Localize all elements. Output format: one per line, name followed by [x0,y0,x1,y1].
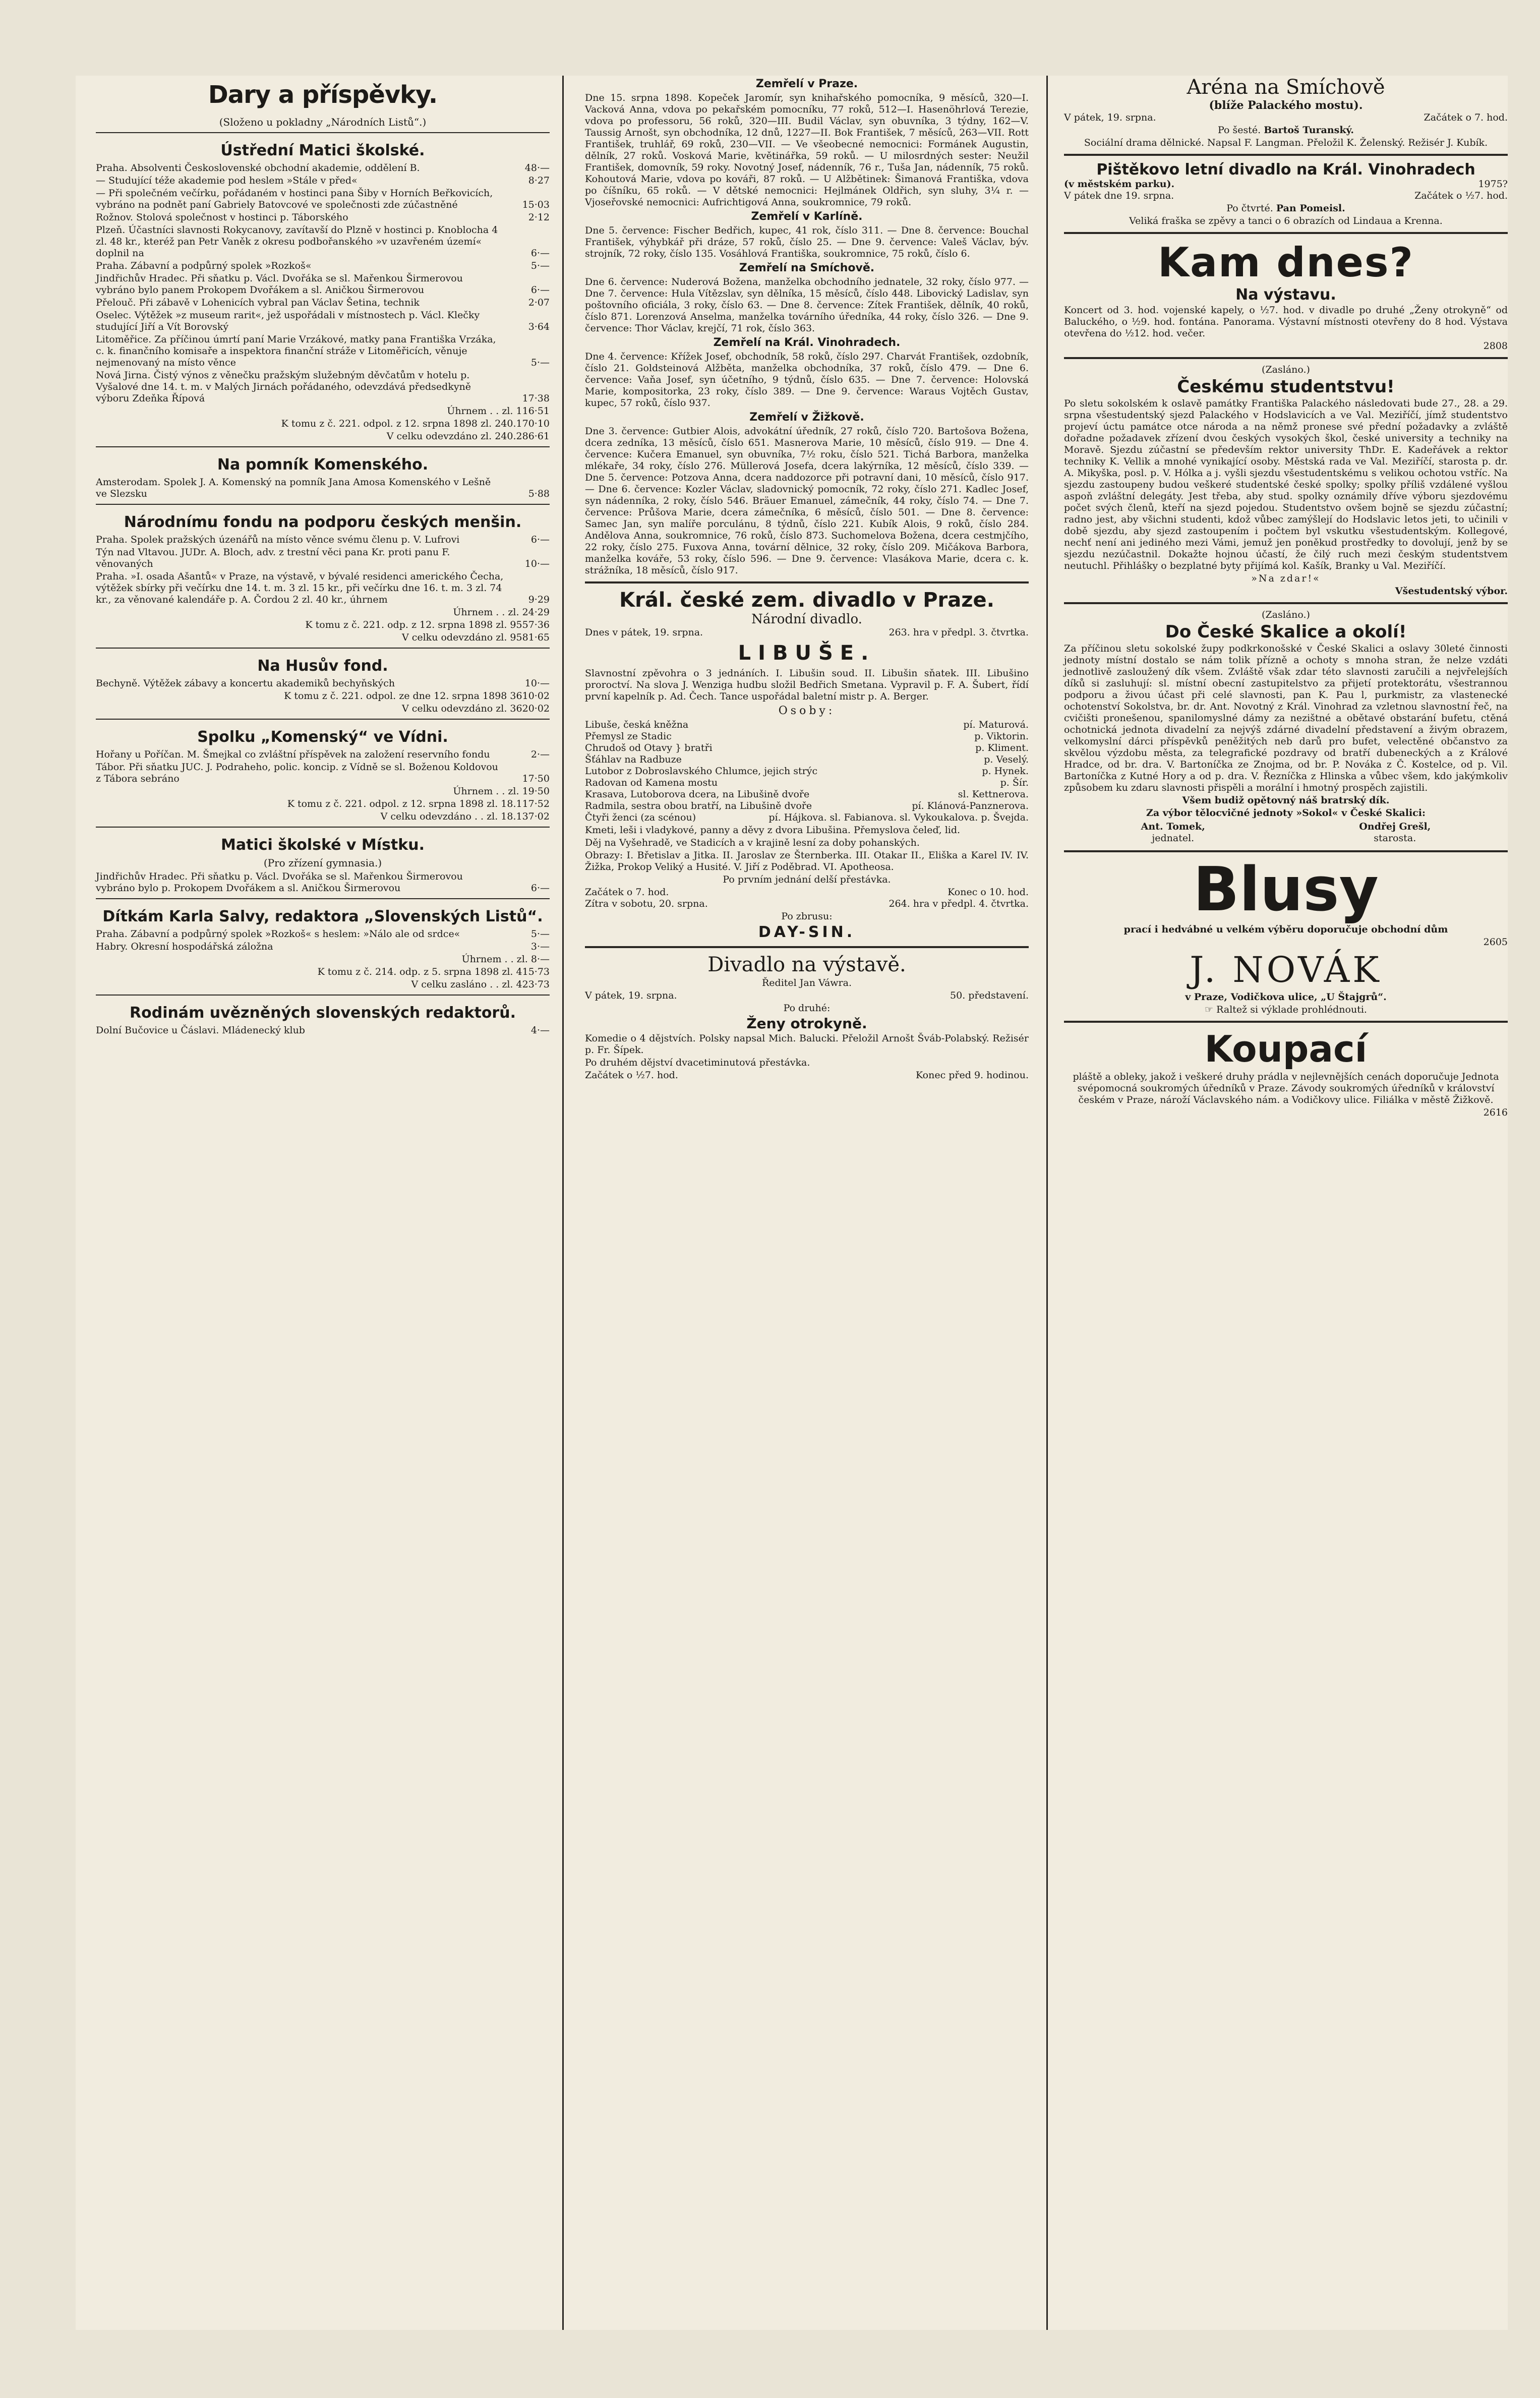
ad-koupaci [1064,1028,1508,1119]
carry-line: K tomu z č. 221. odp. z 12. srpna 1898 zl. 9557·36 [305,619,550,630]
blusy-text: prací i hedvábné u velkém výběru doporučuje obchodní dům [1123,924,1448,935]
deaths-heading: Zemřelí v Praze. [755,78,858,90]
thanks: Všem budiž opětovný náš bratrský dík. [1182,795,1390,806]
section-salva [96,908,550,990]
entry-text: Praha. Zábavní a podpůrný spolek »Rozkoš« s heslem: »Nálo ale od srdce« [96,928,460,940]
total-line: V celku zasláno . . zl. 423·73 [411,979,550,990]
donation-entry [96,477,550,500]
section-heading: Dítkám Karla Salvy, redaktora „Slovenských Listů“. [102,908,543,925]
divider [585,581,1029,583]
times-row: Začátek o ½7. hod. Konec před 9. hodinou. [585,1070,1029,1081]
next-row: Zítra v sobotu, 20. srpna. 264. hra v předpl. 4. čtvrtka. [585,898,1029,909]
org: Za výbor tělocvičné jednoty »Sokol« v České Skalici: [1146,807,1426,818]
entry-amount: 5·— [530,357,550,368]
entry-amount: 10·— [524,678,550,689]
label: Po šesté. Bartoš Turanský. [1217,125,1354,136]
entry-text: Jindřichův Hradec. Při sňatku p. Václ. Dvořáka se sl. Mařenkou Širmerovou vybráno bylo panem Prokopem Dvořákem a sl. Aničkou Širmerovou [96,273,463,296]
entry-amount: 6·— [530,284,550,296]
kam-title: Kam dnes? [1158,239,1414,286]
divider [1064,357,1508,359]
entry-amount: 10·— [524,558,550,569]
hand-pointer-icon: ☞ [1205,1004,1214,1015]
entry-text: Praha. Spolek pražských úzenářů na místo věnce svému členu p. V. Lufrovi [96,534,460,545]
entry-amount: 6·— [530,248,550,259]
section-heading: Matici školské v Místku. [221,836,425,854]
entries-list [96,871,550,894]
divider [96,132,550,133]
label: Po druhé: [783,1003,831,1014]
role: Přemysl ze Stadic [585,731,672,742]
divider [1064,232,1508,234]
donation-entry [96,224,550,259]
cast-row [585,754,1029,766]
entry-text: Tábor. Při sňatku JUC. J. Podraheho, polic. koncip. z Vídně se sl. Boženou Koldovou z Tábora sebráno [96,762,498,784]
date-row: V pátek, 19. srpna. Začátek o 7. hod. [1064,112,1508,123]
role: Lutobor z Dobroslavského Chlumce, jejich strýc [585,766,818,777]
column-ads [1064,76,1508,2330]
times-row: Začátek o 7. hod. Konec o 10. hod. [585,887,1029,898]
place: Děj na Vyšehradě, ve Stadicích a v krajině lesní za doby pohanských. [585,837,920,848]
note: ☞ Raltež si výklade prohlédnouti. [1205,1004,1367,1015]
column-donations [96,76,550,2330]
play-description: Komedie o 4 dějstvích. Polsky napsal Mich. Balucki. Přeložil Arnošt Šváb-Polabský. Režisér p. Fr. Šípek. [585,1033,1029,1056]
deaths-text: Dne 5. července: Fischer Bedřich, kupec, 41 rok, číslo 311. — Dne 8. července: Bouchal František, výhybkář při dráze, 57 roků, číslo 25. — Dne 9. července: Valeš Václav, býv. strojník, 72 roky, číslo 135. Vosáhlová Františka, soukromnice, 75 roků, číslo 6. [585,225,1029,259]
entries-list [96,477,550,500]
donation-entry [96,871,550,894]
director: Ředitel Jan Váwra. [761,977,852,988]
heading: Českému studentstvu! [1177,377,1395,397]
divider [96,648,550,649]
donation-entry [96,370,550,404]
date-row: V pátek dne 19. srpna. Začátek o ½7. hod. [1064,190,1508,201]
entries-list [96,534,550,606]
entry-amount: 2·— [530,749,550,760]
cast-row [585,800,1029,812]
donation-entry [96,260,550,272]
signature-1: Ant. Tomek, jednatel. [1141,821,1205,844]
carry-line: K tomu z č. 221. odpol. z 12. srpna 1898 zl. 18.117·52 [287,798,550,809]
divider [585,946,1029,948]
divider [96,719,550,720]
desc: Veliká fraška se zpěvy a tanci o 6 obrazích od Lindaua a Krenna. [1129,215,1443,226]
entry-amount: 5·— [530,260,550,271]
blusy-title: Blusy [1193,855,1379,925]
newspaper-page [76,76,1508,2330]
arena-title: Aréna na Smíchově [1187,76,1385,99]
divider [96,504,550,505]
donation-entry [96,188,550,211]
entry-text: Habry. Okresní hospodářská záložna [96,941,273,952]
role: Libuše, česká kněžna [585,719,689,730]
cast-row [585,812,1029,824]
zaslano-skalice [1064,609,1508,845]
entry-text: Dolní Bučovice u Čáslavi. Mládenecký klub [96,1025,305,1036]
carry-line: K tomu z č. 221. odpol. ze dne 12. srpna 1898 3610·02 [284,690,550,701]
deaths-heading: Zemřelí na Smíchově. [739,262,875,274]
date-row: V pátek, 19. srpna. 50. představení. [585,990,1029,1001]
donation-entry [96,310,550,333]
total-line: V celku odevzdáno zl. 240.286·61 [386,431,550,442]
blusy-number: 2605 [1483,937,1508,948]
text: Za příčinou sletu sokolské župy podkrkonošské v České Skalici a oslavy 30leté činnosti jednoty místní dostalo se nám tolik přízně a ochoty s mnoha stran, že nelze vzdáti jednotlivě zasloužený dík všem. Zvláště však zdar této slavnosti zaručili a nejvřelejších díků si zasluhují: sl. místní obecní zastupitelstvo za přijetí protektorátu, všestrannou podporu a živou účast při celé slavnosti, pan K. Pau l, purkmistr, za vlastenecké ochotenství Sokolstva, br. dr. Ant. Novotný z Král. Vinohrad za vzletnou slavnostní řeč, na cvičišti pronešenou, spanilomyslné dámy za nezištné a obětavé obstarání bufetu, ctěná ochotnická jednota divadelní za nejvýš zdárné divadelní představení a živým obrazem, velkomyslní dárci příspěvků peněžitých neb darů pro bufet, velectěné občanstvo za skvělou výzdobu města, za telegrafické pozdravy od bratří dubeneckých a z Králové Hradce, od br. dra. V. Bartoníčka ze Znojma, od br. P. Nováka z Č. Kostelce, od p. Vil. Bartoníčka z Kutné Hory a od p. dra. V. Řezníčka z Hlinska a vůbec všem, kdo jakýmkoliv způsobem ku zdaru slavnosti přispěli a morální i hmotný prospěch zajistili. [1064,643,1508,793]
note: Po druhém dějství dvacetiminutová přestávka. [585,1057,810,1068]
images: Obrazy: I. Břetislav a Jitka. II. Jaroslav ze Šternberka. III. Otakar II., Eliška a Karel IV. IV. Žižka, Prokop Veliký a Husité. V. Jiří z Poděbrad. VI. Apotheosa. [585,850,1029,872]
donation-entry [96,762,550,785]
ad-blusy [1064,857,1508,1016]
deaths-text: Dne 15. srpna 1898. Kopeček Jaromír, syn knihařského pomocníka, 9 měsíců, 320—I. Vacková Anna, vdova po pekařském pomocníku, 77 roků, 512—I. Hasenöhrlová Terezie, vdova po professoru, 56 roků, 320—III. Budil Václav, syn obuvníka, 3 týdny, 162—V. Taussig Arnošt, syn obchodníka, 12 dnů, 1227—II. Bok František, 7 měsíců, 263—VII. Rott František, truhlář, 69 roků, 230—VII. — Ve všeobecné nemocnici: Formánek Augustin, dělník, 27 roků. Vosková Marie, květinářka, 59 roků. — U milosrdných sester: Neužil František, domovník, 59 roky. Novotný Josef, nádenník, 76 r., Tuša Jan, nádenník, 75 roků. Kohoutová Marie, vdova po kováři, 87 roků. — U Alžbětinek: Šimanová Františka, vdova po číšníku, 65 roků. — V dětské nemocnici: Hejlmánek Oldřich, syn sluhy, 3¼ r. — Vjoseřovské nemocnici: Aufrichtigová Anna, soukromnice, 79 roků. [585,92,1029,208]
actor: p. Kliment. [975,742,1029,753]
signatures [1064,820,1508,845]
actor: p. Viktorin. [974,731,1029,742]
kam-number: 2808 [1483,340,1508,352]
actor: sl. Kettnerova. [958,789,1029,800]
role: Šťáhlav na Radbuze [585,754,682,765]
divider [1064,154,1508,156]
column-deaths-theatre [585,76,1029,2330]
koupaci-text: pláště a obleky, jakož i veškeré druhy prádla v nejlevnějších cenách doporučuje Jednota svépomocná soukromých úředníků v Praze. Závody soukromých úředníků v království českém v Praze, nároží Václavského nám. a Vodičkovy ulice. Filiálka v městě Žižkově. [1073,1071,1499,1105]
entry-amount: 4·— [530,1025,550,1036]
extras: Kmeti, leši i vladykové, panny a děvy z dvora Libušina. Přemyslova čeleď, lid. [585,825,961,836]
desc: Sociální drama dělnické. Napsal F. Langman. Přeložil K. Želenský. Režisér J. Kubík. [1084,137,1488,148]
next-label: Po zbrusu: [781,911,833,922]
section-subheading: (Pro zřízení gymnasia.) [263,857,382,869]
subtitle: (Složeno u pokladny „Národních Listů“.) [219,116,427,128]
divider [96,898,550,899]
donation-entry [96,678,550,689]
entries-list [96,749,550,785]
donation-entry [96,175,550,187]
entry-amount: 6·— [530,534,550,545]
donation-entry [96,297,550,309]
section-heading: Spolku „Komenský“ ve Vídni. [197,728,448,746]
intermission: Po prvním jednání delší přestávka. [723,874,891,885]
entry-text: Praha. Zábavní a podpůrný spolek »Rozkoš« [96,260,312,271]
cast-row [585,719,1029,731]
role: Radmila, sestra obou bratří, na Libušině dvoře [585,800,812,811]
cast-row [585,766,1029,777]
entry-text: Jindřichův Hradec. Při sňatku p. Václ. Dvořáka se sl. Mařenkou Širmerovou vybráno bylo p. Prokopem Dvořákem a sl. Aničkou Širmerovou [96,871,463,894]
section-mistek [96,837,550,894]
entry-text: — Při společném večírku, pořádaném v hostinci pana Šiby v Horních Beřkovicích, vybráno na podnět paní Gabriely Batovcové ve společnosti zde zúčastněné [96,188,493,210]
next-play: DAY-SIN. [758,923,856,941]
entry-amount: 17·38 [522,393,550,404]
entry-amount: 3·64 [528,321,550,332]
section-komensky [96,456,550,500]
actor: pí. Maturová. [963,719,1029,730]
donation-entry [96,334,550,369]
donation-entry [96,941,550,953]
heading: Do České Skalice a okolí! [1165,622,1407,642]
divider [1064,850,1508,852]
entry-amount: 3·— [530,941,550,952]
section-heading: Národnímu fondu na podporu českých menšin. [124,513,522,531]
deaths-heading: Zemřelí v Karlíně. [751,210,863,223]
actor: pí. Klánová-Panznerova. [912,800,1029,811]
greeting: »Na zdar!« [1251,573,1321,584]
cast-heading: Osoby: [778,705,836,717]
column-rule [562,76,564,2330]
divider [1064,602,1508,604]
date-row: Dnes v pátek, 19. srpna. 263. hra v předpl. 3. čtvrtka. [585,627,1029,638]
kam-subtitle: Na výstavu. [1235,286,1336,304]
address: v Praze, Vodičkova ulice, „U Štajgrů“. [1185,991,1387,1003]
total-line: V celku odevzdáno zl. 9581·65 [401,632,550,643]
letni-title: Pištěkovo letní divadlo na Král. Vinohradech [1096,161,1475,179]
role: Čtyři ženci (za scénou) [585,812,696,823]
sum-line: Úhrnem . . zl. 24·29 [453,607,550,618]
donation-entry [96,749,550,761]
entry-text: Plzeň. Účastníci slavnosti Rokycanovy, zavítavší do Plzně v hostinci p. Knoblocha 4 zl. 48 kr., kteréž pan Petr Vaněk z okresu podbořanského »v uzavřeném území« doplnil na [96,224,498,259]
arena-subtitle: (blíže Palackého mostu). [1209,99,1363,112]
entry-amount: 5·— [530,928,550,940]
carry-line: K tomu z č. 214. odp. z 5. srpna 1898 zl. 415·73 [317,966,550,977]
kam-text: Koncert od 3. hod. vojenské kapely, o ½7. hod. v divadle po druhé „Ženy otrokyně“ od Baluckého, o ½9. hod. fontána. Panorama. Výstavní místnosti otevřeny do 8 hod. Výstava otevřena do ½12. hod. večer. [1064,305,1508,339]
donation-entry [96,547,550,570]
donation-entry [96,534,550,546]
section-heading: Rodinám uvězněných slovenských redaktorů. [130,1004,516,1022]
entries-list [96,162,550,404]
entry-text: Rožnov. Stolová společnost v hostinci p. Táborského [96,212,348,223]
entry-text: Oselec. Výtěžek »z museum rarit«, jež uspořádali v místnostech p. Václ. Klečky studující Jiří a Vít Borovský [96,310,480,332]
theatre-subtitle: Národní divadlo. [751,612,862,627]
actor: p. Šír. [1000,777,1029,788]
role: Krasava, Lutoborova dcera, na Libušině dvoře [585,789,810,800]
donation-entry [96,162,550,174]
entry-text: Praha. »I. osada Ašantů« v Praze, na výstavě, v bývalé residenci amerického Čecha, výtěžek sbírky při večírku dne 14. t. m. 3 zl. 15 kr., při večírku dne 16. t. m. 3 zl. 74 kr., za věnované kalendáře p. A. Čordou 2 zl. 40 kr., úhrnem [96,571,504,605]
theatre-title: Král. české zem. divadlo v Praze. [619,589,994,612]
arena [1064,76,1508,149]
section-redaktori [96,1005,550,1036]
deaths-heading: Zemřelí na Král. Vinohradech. [713,336,901,349]
entry-amount: 17·50 [522,773,550,784]
entry-amount: 8·27 [528,175,550,186]
entry-amount: 15·03 [522,199,550,210]
signature-2: Ondřej Grešl, starosta. [1359,821,1431,844]
donation-entry [96,212,550,223]
divadlo-title: Divadlo na výstavě. [707,953,906,976]
entry-amount: 2·12 [528,212,550,223]
entry-text: Hořany u Poříčan. M. Šmejkal co zvláštní příspěvek na založení reservního fondu [96,749,490,760]
entry-text: Litoměřice. Za příčinou úmrtí paní Marie Vrzákové, matky pana Františka Vrzáka, c. k. finančního komisaře a inspektora finanční stráže v Litoměřicích, věnuje nejmenovaný na místo věnce [96,334,496,368]
section-heading: Na Husův fond. [257,657,388,675]
play-title: Ženy otrokyně. [746,1015,867,1032]
divider [96,827,550,828]
entry-amount: 9·29 [528,594,550,605]
divider [96,446,550,447]
role: Chrudoš od Otavy } bratři [585,742,713,753]
entry-text: Praha. Absolventi Československé obchodní akademie, oddělení B. [96,162,420,173]
cast-row [585,731,1029,742]
deaths-text: Dne 4. července: Křížek Josef, obchodník, 58 roků, číslo 297. Charvát František, ozdobník, číslo 21. Goldsteinová Alžběta, manželka obchodníka, 37 roků, číslo 479. — Dne 6. července: Vaňa Josef, syn účetního, 9 týdnů, číslo 635. — Dne 7. července: Holovská Marie, kompositorka, 23 roky, číslo 389. — Dne 9. července: Waraus Vojtěch Gustav, kupec, 57 roků, číslo 937. [585,351,1029,408]
actor: p. Veselý. [984,754,1029,765]
section-matice [96,142,550,442]
sum-line: Úhrnem . . zl. 8·— [461,954,550,965]
text: Po sletu sokolském k oslavě památky Františka Palackého následovati bude 27., 28. a 29. srpna všestudentský sjezd Palackého v Hodslavicích a ve Val. Meziříčí, jímž studentstvo projeví úctu památce otce národa a na němž pronese své přední požadavky a zvláště dořadne požadavek zřízení dvou českých vysokých škol, české university a techniky na Moravě. Sjezdu zúčastní se především rektor university ThDr. E. Kadeřávek a rektor techniky K. Vellik a mnohé vynikající osoby. Městská rada ve Val. Meziříčí, starosta p. dr. A. Mikyška, posl. p. V. Hólka a j. vyšli sjezdu všestudentskému s velikou ochotou vstříc. Na sjezdu zastoupeny budou veškeré studentské české spolky; spolky příliš vzdálené vyšlou aspoň zvláštní delegáty. Jest třeba, aby stud. spolky oznámily dříve výboru sjezdovému počet svých členů, kteří na sjezd pojedou. Studentstvo ovšem bojně se sjezdu zúčastní; radno jest, aby všichni studenti, kdož vůbec zamýšlejí do Hodslavic letos jeti, to učinili v době sjezdu, aby sjezd zastoupením i počtem byl vskutku všestudentským. Kollegové, nechť není ani jediného mezi Vámi, jemuž jen poněkud prostředky to dovolují, jenž by se sjezdu nezúčastnil. Dokažte hojnou účastí, že čilý ruch mezi českým studentstvem neutuchl. Přihlášky o bezplatné byty přijímá kol. Kašík, Branky u Val. Meziříčí. [1064,398,1508,571]
play-description: Slavnostní zpěvohra o 3 jednáních. I. Libušin soud. II. Libušin sňatek. III. Libušino proroctví. Na slova J. Wenziga hudbu složil Bedřich Smetana. Vypravil p. F. A. Šubert, řídí první kapelník p. Ad. Čech. Tance uspořádal baletní mistr p. A. Berger. [585,668,1029,702]
section-hus [96,658,550,715]
divider [1064,1021,1508,1023]
deaths-text: Dne 6. července: Nuderová Božena, manželka obchodního jednatele, 32 roky, číslo 977. — Dne 7. července: Hula Vítězslav, syn dělníka, 15 měsíců, číslo 448. Libovický Ladislav, syn poštovního oficiála, 3 roky, číslo 63. — Dne 8. července: Zítek František, dělník, 40 roků, číslo 871. Lorenzová Anselma, manželka továrního úředníka, 44 roky, číslo 326. — Dne 9. července: Thor Václav, krejčí, 71 rok, číslo 363. [585,276,1029,334]
deaths-list [585,78,1029,576]
total-line: V celku odevzdáno zl. 3620·02 [401,703,550,714]
carry-line: K tomu z č. 221. odpol. z 12. srpna 1898 zl. 240.170·10 [281,418,550,429]
entry-amount: 48·— [524,162,550,173]
entry-amount: 2·07 [528,297,550,308]
divider [96,995,550,996]
entry-text: Přelouč. Při zábavě v Lohenicích vybral pan Václav Šetina, technik [96,297,420,308]
total-line: V celku odevzdáno . . zl. 18.137·02 [380,811,550,822]
label: Po čtvrté. Pan Pomeisl. [1226,203,1345,214]
cast-row [585,777,1029,789]
tag: (Zasláno.) [1262,609,1310,620]
deaths-text: Dne 3. července: Gutbier Alois, advokátní úředník, 27 roků, číslo 720. Bartošova Božena, dcera zedníka, 13 měsíců, číslo 651. Masnerova Marie, 10 měsíců, číslo 919. — Dne 4. července: Kučera Emanuel, syn obuvníka, 7½ roku, číslo 521. Tichá Barbora, manželka mlékaře, 34 roky, číslo 276. Müllerová Josefa, dcera lakýrníka, 12 měsíců, číslo 339. — Dne 5. července: Potzova Anna, dcera naddozorce při potravní dani, 10 měsíců, číslo 917. — Dne 6. července: Kozler Václav, sladovnický pomocník, 72 roky, číslo 271. Kadlec Josef, syn nádenníka, 2 roky, číslo 546. Bräuer Emanuel, zámečník, 44 roky, číslo 74. — Dne 7. července: Průšova Marie, dcera zámečníka, 6 měsíců, číslo 501. — Dne 8. července: Samec Jan, syn malíře porculánu, 8 týdnů, číslo 221. Kubík Alois, 9 roků, číslo 284. Andělova Anna, soukromnice, 76 roků, číslo 873. Suchomelova Božena, dcera cestmjčího, 22 roky, číslo 275. Fuxova Anna, tovární dělnice, 32 roky, číslo 209. Mičákova Barbora, manželka kováře, 53 roky, číslo 596. — Dne 9. července: Vlasákova Marie, dcera c. k. strážníka, 18 měsíců, číslo 917. [585,426,1029,576]
cast-row [585,742,1029,754]
tag: (Zasláno.) [1262,364,1310,375]
actor: p. Hynek. [982,766,1029,777]
entry-text: — Studující téže akademie pod heslem »Stále v před« [96,175,358,186]
actor: pí. Hájkova. sl. Fabianova. sl. Vykoukalova. p. Švejda. [768,812,1029,823]
sum-line: Úhrnem . . zl. 116·51 [447,405,550,417]
entry-text: Amsterodam. Spolek J. A. Komenský na pomník Jana Amosa Komenského v Lešně ve Slezsku [96,477,491,499]
theatre-exhibition [585,953,1029,1081]
theatre-national [585,589,1029,941]
entry-amount: 5·88 [528,488,550,499]
entries-list [96,678,550,689]
section-fond [96,514,550,644]
sub-row: (v městském parku). 1975? [1064,179,1508,190]
zaslano-studentstvo [1064,364,1508,597]
deaths-heading: Zemřelí v Žižkově. [749,411,864,424]
section-vienna [96,729,550,823]
koupaci-number: 2616 [1483,1107,1508,1118]
letni-divadlo [1064,161,1508,227]
section-heading: Na pomník Komenského. [217,456,429,474]
brand: J. NOVÁK [1190,949,1382,990]
entry-text: Nová Jirna. Čistý výnos z věnečku pražským služebným děvčatům v hotelu p. Vyšalové dne 14. t. m. v Malých Jirnách pořádaného, odevzdává předsedkyně výboru Zdeňka Řípová [96,370,471,404]
entry-text: Bechyně. Výtěžek zábavy a koncertu akademiků bechyňských [96,678,395,689]
role: Radovan od Kamena mostu [585,777,718,788]
donation-entry [96,273,550,296]
koupaci-title: Koupací [1204,1028,1368,1070]
kam-dnes [1064,239,1508,352]
entry-amount: 6·— [530,883,550,894]
column-rule [1046,76,1048,2330]
entries-list [96,928,550,953]
entry-text: Týn nad Vltavou. JUDr. A. Bloch, adv. z trestní věci pana Kr. proti panu F. věnovaných [96,547,450,569]
cast-row [585,789,1029,800]
sum-line: Úhrnem . . zl. 19·50 [453,786,550,797]
play-title: LIBUŠE. [738,641,876,665]
page-title: Dary a příspěvky. [208,81,438,109]
sign: Všestudentský výbor. [1395,586,1508,597]
donation-entry [96,1025,550,1036]
donation-entry [96,928,550,940]
section-heading: Ústřední Matici školské. [220,142,425,159]
entries-list [96,1025,550,1036]
cast-list [585,719,1029,824]
donation-entry [96,571,550,606]
